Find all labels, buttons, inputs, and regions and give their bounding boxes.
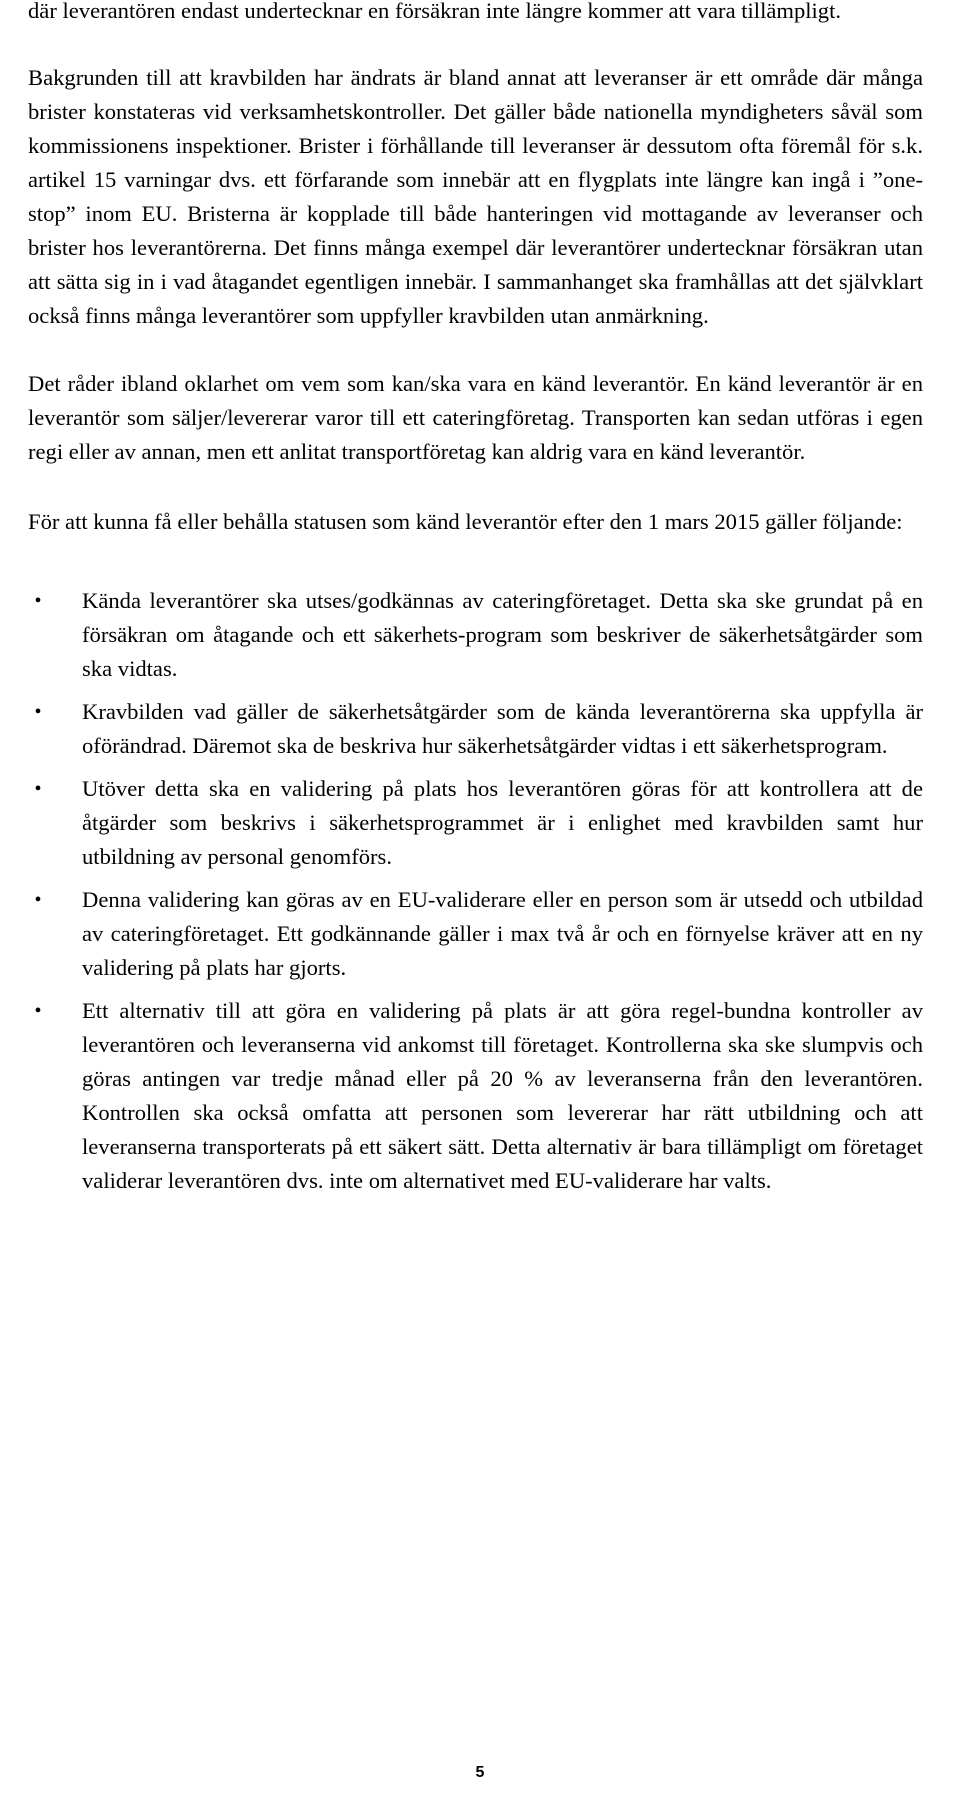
paragraph-intro: där leverantören endast undertecknar en försäkran inte längre kommer att vara tillämpligt. [28,0,842,23]
list-item [28,772,923,874]
page-number: 5 [475,1764,485,1781]
bullet-icon: • [34,701,42,723]
requirements-list [28,584,923,1198]
bullet-icon: • [34,778,42,800]
bullet-icon: • [34,1000,42,1022]
list-item [28,695,923,763]
paragraph-background: Bakgrunden till att kravbilden har ändrats är bland annat att leveranser är ett område där många brister konstateras vid verksamhetskontroller. Det gäller både nationella myndigheters såväl som kommissionens inspektioner. Brister i förhållande till leveranser är dessutom ofta föremål för s.k. artikel 15 varningar dvs. ett förfarande som innebär att en flygplats inte längre kan ingå i ”one-stop” inom EU. Bristerna är kopplade till både hanteringen vid mottagande av leveranser och brister hos leverantörerna. Det finns många exempel där leverantörer undertecknar försäkran utan att sätta sig in i vad åtagandet egentligen innebär. I sammanhanget ska framhållas att det självklart också finns många leverantörer som uppfyller kravbilden utan anmärkning. [28,65,923,328]
document-page [28,0,923,1207]
list-item-text: Kända leverantörer ska utses/godkännas av cateringföretaget. Detta ska ske grundat på en försäkran om åtagande och ett säkerhets-program som beskriver de säkerhetsåtgärder som ska vidtas. [82,588,923,681]
list-item [28,883,923,985]
list-item-text: Utöver detta ska en validering på plats hos leverantören göras för att kontrollera att de åtgärder som beskrivs i säkerhetsprogrammet är i enlighet med kravbilden samt hur utbildning av personal genomförs. [82,776,923,869]
bullet-icon: • [34,590,42,612]
list-item [28,994,923,1198]
paragraph-status: För att kunna få eller behålla statusen som känd leverantör efter den 1 mars 2015 gäller följande: [28,509,903,534]
list-item-text: Kravbilden vad gäller de säkerhetsåtgärder som de kända leverantörerna ska uppfylla är oförändrad. Däremot ska de beskriva hur säkerhetsåtgärder vidtas i ett säkerhetsprogram. [82,699,923,758]
list-item [28,584,923,686]
list-item-text: Denna validering kan göras av en EU-validerare eller en person som är utsedd och utbildad av cateringföretaget. Ett godkännande gäller i max två år och en förnyelse kräver att en ny validering på plats har gjorts. [82,887,923,980]
bullet-icon: • [34,889,42,911]
paragraph-known-supplier: Det råder ibland oklarhet om vem som kan/ska vara en känd leverantör. En känd leverantör är en leverantör som säljer/levererar varor till ett cateringföretag. Transporten kan sedan utföras i egen regi eller av annan, men ett anlitat transportföretag kan aldrig vara en känd leverantör. [28,371,923,464]
list-item-text: Ett alternativ till att göra en validering på plats är att göra regel-bundna kontroller av leverantören och leveranserna vid ankomst till företaget. Kontrollerna ska ske slumpvis och göras antingen var tredje månad eller på 20 % av leveranserna från den leverantören. Kontrollen ska också omfatta att personen som levererar har rätt utbildning och att leveranserna transporterats på ett säkert sätt. Detta alternativ är bara tillämpligt om företaget validerar leverantören dvs. inte om alternativet med EU-validerare har valts. [82,998,923,1193]
